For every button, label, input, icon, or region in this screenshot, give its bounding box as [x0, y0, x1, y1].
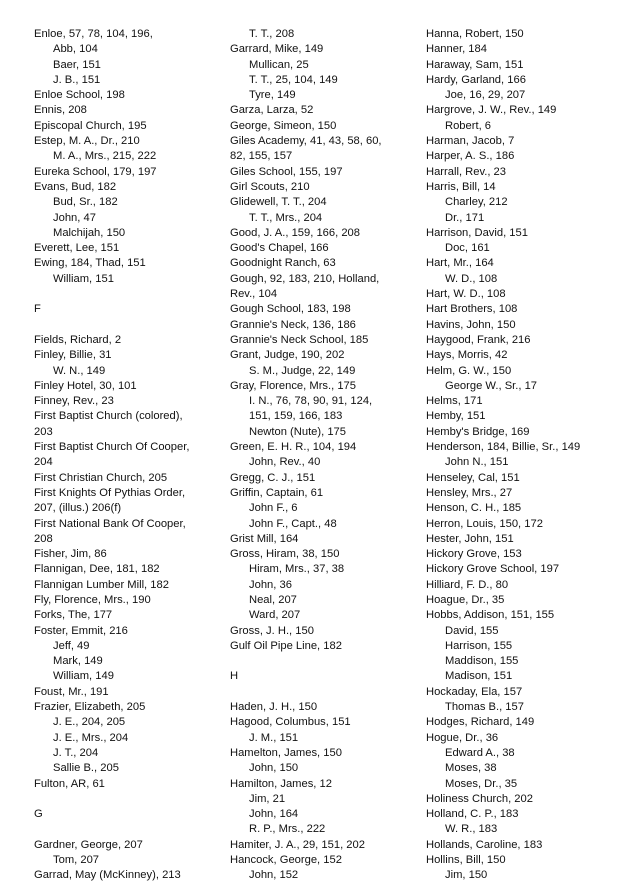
section-letter: G — [34, 808, 43, 821]
index-subentry: Maddison, 155 — [445, 655, 519, 668]
index-subentry: Joe, 16, 29, 207 — [445, 89, 526, 102]
index-entry: Good, J. A., 159, 166, 208 — [230, 226, 360, 239]
index-column-3 — [426, 27, 626, 884]
index-entry: Gregg, C. J., 151 — [230, 471, 316, 484]
index-entry: Gross, Hiram, 38, 150 — [230, 548, 340, 561]
index-entry: Hamiter, J. A., 29, 151, 202 — [230, 838, 365, 851]
index-entry: Foust, Mr., 191 — [34, 685, 109, 698]
index-entry: Grannie's Neck, 136, 186 — [230, 318, 356, 331]
index-subentry: John, 152 — [249, 869, 299, 882]
index-subentry: Robert, 6 — [445, 119, 492, 132]
index-subentry: Mullican, 25 — [249, 58, 309, 71]
index-entry: Holland, C. P., 183 — [426, 808, 519, 821]
index-entry: Haygood, Frank, 216 — [426, 333, 531, 346]
index-subentry: I. N., 76, 78, 90, 91, 124, — [249, 395, 373, 408]
index-entry: Gardner, George, 207 — [34, 838, 143, 851]
index-entry: Harrall, Rev., 23 — [426, 165, 506, 178]
index-entry: Hanner, 184 — [426, 43, 487, 56]
index-entry: Haden, J. H., 150 — [230, 701, 318, 714]
index-subentry: T. T., 25, 104, 149 — [249, 73, 338, 86]
index-subentry: John, 47 — [53, 211, 96, 224]
index-entry: Harris, Bill, 14 — [426, 180, 496, 193]
index-entry: First Baptist Church Of Cooper, — [34, 441, 190, 454]
index-subentry: Hiram, Mrs., 37, 38 — [249, 563, 345, 576]
index-entry: Flannigan, Dee, 181, 182 — [34, 563, 160, 576]
index-entry: First Knights Of Pythias Order, — [34, 486, 186, 499]
index-subentry: T. T., Mrs., 204 — [249, 211, 323, 224]
index-entry: Herron, Louis, 150, 172 — [426, 517, 543, 530]
index-entry: Harper, A. S., 186 — [426, 150, 515, 163]
index-subentry: Madison, 151 — [445, 670, 513, 683]
index-entry: Flannigan Lumber Mill, 182 — [34, 578, 169, 591]
index-subentry: W. N., 149 — [53, 364, 106, 377]
index-entry: Hensley, Mrs., 27 — [426, 486, 513, 499]
index-entry: Harman, Jacob, 7 — [426, 135, 515, 148]
blank-line — [230, 685, 420, 700]
index-subentry: Newton (Nute), 175 — [249, 425, 347, 438]
index-entry: Holiness Church, 202 — [426, 792, 533, 805]
index-entry: Frazier, Elizabeth, 205 — [34, 701, 146, 714]
index-entry: 207, (illus.) 206(f) — [34, 502, 122, 515]
index-entry: Finley, Billie, 31 — [34, 349, 112, 362]
index-subentry: Tom, 207 — [53, 854, 100, 867]
index-subentry: J. T., 204 — [53, 746, 99, 759]
index-entry: Gough School, 183, 198 — [230, 303, 351, 316]
index-subentry: Sallie B., 205 — [53, 762, 119, 775]
index-subentry: Tyre, 149 — [249, 89, 296, 102]
index-entry: Hoague, Dr., 35 — [426, 593, 505, 606]
index-entry: George, Simeon, 150 — [230, 119, 337, 132]
index-subentry: Edward A., 38 — [445, 746, 515, 759]
index-subentry: Moses, Dr., 35 — [445, 777, 518, 790]
index-entry: Estep, M. A., Dr., 210 — [34, 135, 140, 148]
index-entry: First National Bank Of Cooper, — [34, 517, 186, 530]
index-subentry: Jim, 150 — [445, 869, 488, 882]
index-entry: Episcopal Church, 195 — [34, 119, 147, 132]
index-entry: Hickory Grove School, 197 — [426, 563, 560, 576]
index-entry: Hickory Grove, 153 — [426, 548, 522, 561]
index-entry: Hilliard, F. D., 80 — [426, 578, 509, 591]
index-subentry: Doc, 161 — [445, 242, 490, 255]
index-entry: Henseley, Cal, 151 — [426, 471, 520, 484]
index-subentry: Dr., 171 — [445, 211, 485, 224]
index-entry: Grannie's Neck School, 185 — [230, 333, 369, 346]
index-subentry: Thomas B., 157 — [445, 701, 524, 714]
index-subentry: Neal, 207 — [249, 593, 297, 606]
blank-line — [230, 654, 420, 669]
index-subentry: John F., 6 — [249, 502, 298, 515]
index-entry: Evans, Bud, 182 — [34, 180, 117, 193]
index-subentry: Jeff, 49 — [53, 639, 90, 652]
index-subentry: Mark, 149 — [53, 655, 103, 668]
index-entry: Hollands, Caroline, 183 — [426, 838, 543, 851]
index-entry: 208 — [34, 532, 53, 545]
index-subentry: Bud, Sr., 182 — [53, 196, 118, 209]
index-subentry: Harrison, 155 — [445, 639, 513, 652]
index-entry: Griffin, Captain, 61 — [230, 486, 324, 499]
section-letter: H — [230, 670, 239, 683]
index-entry: Hanna, Robert, 150 — [426, 28, 524, 40]
index-entry: Garrard, Mike, 149 — [230, 43, 324, 56]
index-subentry: William, 151 — [53, 272, 114, 285]
index-entry: First Christian Church, 205 — [34, 471, 168, 484]
index-entry: Gross, J. H., 150 — [230, 624, 314, 637]
blank-line — [34, 318, 224, 333]
index-subentry: S. M., Judge, 22, 149 — [249, 364, 356, 377]
index-entry: First Baptist Church (colored), — [34, 410, 183, 423]
index-entry: Helm, G. W., 150 — [426, 364, 512, 377]
index-entry: Henderson, 184, Billie, Sr., 149 — [426, 441, 581, 454]
index-subentry: W. D., 108 — [445, 272, 498, 285]
index-entry: Fly, Florence, Mrs., 190 — [34, 593, 151, 606]
index-entry: Ennis, 208 — [34, 104, 87, 117]
index-subentry: M. A., Mrs., 215, 222 — [53, 150, 157, 163]
index-entry: Hemby, 151 — [426, 410, 486, 423]
index-subentry: W. R., 183 — [445, 823, 498, 836]
index-entry: 204 — [34, 456, 53, 469]
index-entry: Hogue, Dr., 36 — [426, 731, 499, 744]
index-entry: Garza, Larza, 52 — [230, 104, 314, 117]
index-entry: Green, E. H. R., 104, 194 — [230, 441, 357, 454]
index-subentry: William, 149 — [53, 670, 114, 683]
index-entry: Hargrove, J. W., Rev., 149 — [426, 104, 557, 117]
index-entry: Grant, Judge, 190, 202 — [230, 349, 345, 362]
index-entry: Giles School, 155, 197 — [230, 165, 343, 178]
index-entry: Girl Scouts, 210 — [230, 180, 310, 193]
index-entry: Glidewell, T. T., 204 — [230, 196, 327, 209]
index-entry: Goodnight Ranch, 63 — [230, 257, 336, 270]
index-entry: Eureka School, 179, 197 — [34, 165, 157, 178]
index-entry: Foster, Emmit, 216 — [34, 624, 128, 637]
index-column-1 — [34, 27, 224, 884]
index-subentry: Ward, 207 — [249, 609, 301, 622]
index-entry: Hart Brothers, 108 — [426, 303, 518, 316]
index-entry: Helms, 171 — [426, 395, 483, 408]
index-entry: Finley Hotel, 30, 101 — [34, 379, 137, 392]
index-entry: Hobbs, Addison, 151, 155 — [426, 609, 555, 622]
index-entry: Havins, John, 150 — [426, 318, 516, 331]
index-entry: Haraway, Sam, 151 — [426, 58, 524, 71]
index-subentry: John, 36 — [249, 578, 292, 591]
index-entry: Hays, Morris, 42 — [426, 349, 508, 362]
index-subentry: Abb, 104 — [53, 43, 98, 56]
index-entry: Henson, C. H., 185 — [426, 502, 522, 515]
index-entry: Forks, The, 177 — [34, 609, 113, 622]
index-entry: Enloe School, 198 — [34, 89, 125, 102]
index-subentry: Malchijah, 150 — [53, 226, 126, 239]
index-entry: Hamilton, James, 12 — [230, 777, 332, 790]
index-entry: Hollins, Bill, 150 — [426, 854, 506, 867]
index-entry: Hardy, Garland, 166 — [426, 73, 526, 86]
index-entry: 82, 155, 157 — [230, 150, 293, 163]
index-column-2 — [230, 27, 420, 884]
index-entry: Fulton, AR, 61 — [34, 777, 105, 790]
index-entry: Hester, John, 151 — [426, 532, 514, 545]
index-entry: Hamelton, James, 150 — [230, 746, 342, 759]
index-subentry: T. T., 208 — [249, 28, 295, 40]
index-subentry: John, Rev., 40 — [249, 456, 321, 469]
index-entry: Garrad, May (McKinney), 213 — [34, 869, 181, 882]
index-entry: Gough, 92, 183, 210, Holland, — [230, 272, 380, 285]
index-entry: Finney, Rev., 23 — [34, 395, 114, 408]
index-entry: Grist Mill, 164 — [230, 532, 299, 545]
blank-line — [34, 287, 224, 302]
index-entry: Hockaday, Ela, 157 — [426, 685, 523, 698]
index-subentry: Jim, 21 — [249, 792, 286, 805]
index-subentry: David, 155 — [445, 624, 499, 637]
index-entry: Gray, Florence, Mrs., 175 — [230, 379, 357, 392]
index-subentry: John, 150 — [249, 762, 299, 775]
section-letter: F — [34, 303, 41, 316]
index-subentry: Moses, 38 — [445, 762, 497, 775]
index-entry: Fisher, Jim, 86 — [34, 548, 107, 561]
index-subentry: 151, 159, 166, 183 — [249, 410, 343, 423]
index-subentry: R. P., Mrs., 222 — [249, 823, 326, 836]
index-entry: 203 — [34, 425, 53, 438]
index-entry: Hemby's Bridge, 169 — [426, 425, 530, 438]
index-entry: Good's Chapel, 166 — [230, 242, 329, 255]
index-subentry: George W., Sr., 17 — [445, 379, 538, 392]
index-subentry: J. B., 151 — [53, 73, 101, 86]
index-subentry: J. E., Mrs., 204 — [53, 731, 129, 744]
index-subentry: John F., Capt., 48 — [249, 517, 337, 530]
blank-line — [34, 822, 224, 837]
index-entry: Hart, Mr., 164 — [426, 257, 494, 270]
index-subentry: John, 164 — [249, 808, 299, 821]
index-entry: Hodges, Richard, 149 — [426, 716, 535, 729]
index-entry: Ewing, 184, Thad, 151 — [34, 257, 146, 270]
index-subentry: Baer, 151 — [53, 58, 101, 71]
index-entry: Gulf Oil Pipe Line, 182 — [230, 639, 342, 652]
index-entry: Hancock, George, 152 — [230, 854, 342, 867]
index-entry: Everett, Lee, 151 — [34, 242, 120, 255]
index-entry: Harrison, David, 151 — [426, 226, 528, 239]
index-entry: Fields, Richard, 2 — [34, 333, 122, 346]
index-entry: Enloe, 57, 78, 104, 196, — [34, 28, 153, 40]
index-subentry: Charley, 212 — [445, 196, 508, 209]
index-subentry: John N., 151 — [445, 456, 509, 469]
index-subentry: J. M., 151 — [249, 731, 299, 744]
index-entry: Hart, W. D., 108 — [426, 288, 506, 301]
index-subentry: J. E., 204, 205 — [53, 716, 126, 729]
blank-line — [34, 792, 224, 807]
index-entry: Hagood, Columbus, 151 — [230, 716, 351, 729]
index-entry: Giles Academy, 41, 43, 58, 60, — [230, 135, 382, 148]
index-entry: Rev., 104 — [230, 288, 278, 301]
